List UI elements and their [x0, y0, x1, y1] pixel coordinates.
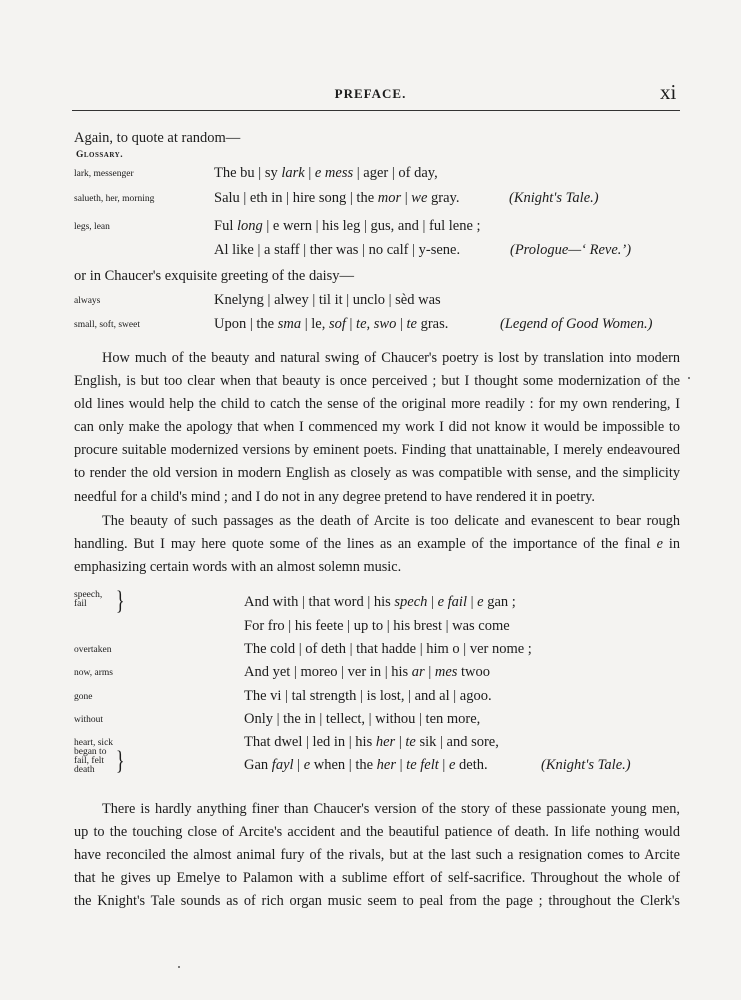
verse-line: Only | the in | tellect, | withou | ten more,	[244, 711, 481, 727]
gloss-note: legs, lean	[74, 222, 110, 232]
daisy-line: or in Chaucer's exquisite greeting of the daisy—	[74, 268, 355, 284]
paragraph-line: the Knight's Tale sounds as of rich organ music seem to peal from the page ; throughout the Clerk's	[74, 893, 680, 910]
paragraph-line: to render the old version in modern English as closely as was compatible with sense, and the simplicity	[74, 465, 680, 482]
header-rule	[72, 110, 680, 111]
paragraph-line: There is hardly anything finer than Chaucer's version of the story of these passionate young men,	[102, 801, 680, 817]
paragraph-2	[74, 510, 680, 579]
intro-line: Again, to quote at random—	[74, 130, 241, 146]
paragraph-1	[74, 347, 680, 509]
paragraph-line: have reconciled the almost animal fury of the rivals, but at the last such a resignation comes to Arcite	[74, 847, 680, 864]
verse-line: Upon | the sma | le, sof | te, swo | te gras.	[214, 316, 449, 332]
verse-line: That dwel | led in | his her | te sik | and sore,	[244, 734, 499, 750]
verse-line: Ful long | e wern | his leg | gus, and | ful lene ;	[214, 218, 481, 234]
verse-line: And with | that word | his spech | e fail | e gan ;	[244, 594, 516, 610]
verse-line: The vi | tal strength | is lost, | and al | agoo.	[244, 688, 492, 704]
gloss-note: now, arms	[74, 668, 113, 678]
paragraph-3	[74, 798, 680, 913]
brace-mark: }	[115, 586, 125, 615]
paragraph-line: can only make the apology that when I commenced my work I did not know it would be impossible to	[74, 419, 680, 436]
verse-line: And yet | moreo | ver in | his ar | mes twoo	[244, 664, 491, 680]
brace-mark: }	[115, 746, 125, 775]
gloss-note: gone	[74, 692, 93, 702]
paragraph-line: needful for a child's mind ; and I do not in any degree pretend to have rendered it in poetry.	[74, 488, 595, 505]
verse-line: The bu | sy lark | e mess | ager | of day,	[214, 165, 438, 181]
gloss-note: heart, sick	[74, 738, 114, 748]
gloss-note: overtaken	[74, 645, 112, 655]
source-reference: (Knight's Tale.)	[509, 190, 599, 206]
verse-line: Gan fayl | e when | the her | te felt | e deth.	[244, 757, 488, 773]
gloss-note: without	[74, 715, 104, 725]
running-header-title: PREFACE.	[334, 86, 407, 101]
source-reference: (Prologue—‘ Reve.’)	[510, 242, 632, 258]
paragraph-line: emphasizing certain words with an almost solemn music.	[74, 559, 402, 576]
gloss-note: began to fail, felt death	[74, 747, 107, 775]
paragraph-line: procure suitable modernized versions by eminent poets. Finding that unattainable, I merely endeavoured	[74, 442, 680, 459]
source-reference: (Legend of Good Women.)	[500, 316, 653, 332]
paragraph-line: English, is but too clear when that beauty is once perceived ; but I thought some modernization of the	[74, 373, 680, 390]
paragraph-line: handling. But I may here quote some of the lines as an example of the importance of the final e in	[74, 536, 681, 553]
paragraph-line: The beauty of such passages as the death of Arcite is too delicate and evanescent to bear rough	[102, 513, 680, 529]
ink-speck	[178, 966, 180, 968]
gloss-note: salueth, her, morning	[74, 194, 155, 204]
paragraph-line: How much of the beauty and natural swing of Chaucer's poetry is lost by translation into modern	[102, 350, 680, 366]
page-number: xi	[660, 80, 677, 104]
verse-line: Al like | a staff | ther was | no calf | y-sene.	[214, 242, 461, 258]
glossary-heading: Glossary.	[76, 150, 124, 160]
paragraph-line: that he gives up Emelye to Palamon with a sublime effort of self-sacrifice. Throughout the whole of	[74, 870, 680, 887]
gloss-note: always	[74, 296, 101, 306]
verse-line: Salu | eth in | hire song | the mor | we gray.	[214, 190, 460, 206]
gloss-note: lark, messenger	[74, 169, 134, 179]
gloss-note: small, soft, sweet	[74, 320, 140, 330]
source-reference: (Knight's Tale.)	[541, 757, 631, 773]
gloss-note: speech, fail	[74, 590, 103, 609]
verse-line: Knelyng | alwey | til it | unclo | sèd was	[214, 292, 441, 308]
paragraph-line: old lines would help the child to catch the sense of the original more readily : for my own rendering, I	[74, 396, 680, 413]
paragraph-line: up to the touching close of Arcite's accident and the beautiful patience of death. In life nothing would	[74, 824, 680, 841]
verse-line: The cold | of deth | that hadde | him o | ver nome ;	[244, 641, 532, 657]
ink-speck	[688, 377, 690, 379]
verse-line: For fro | his feete | up to | his brest | was come	[244, 618, 510, 634]
